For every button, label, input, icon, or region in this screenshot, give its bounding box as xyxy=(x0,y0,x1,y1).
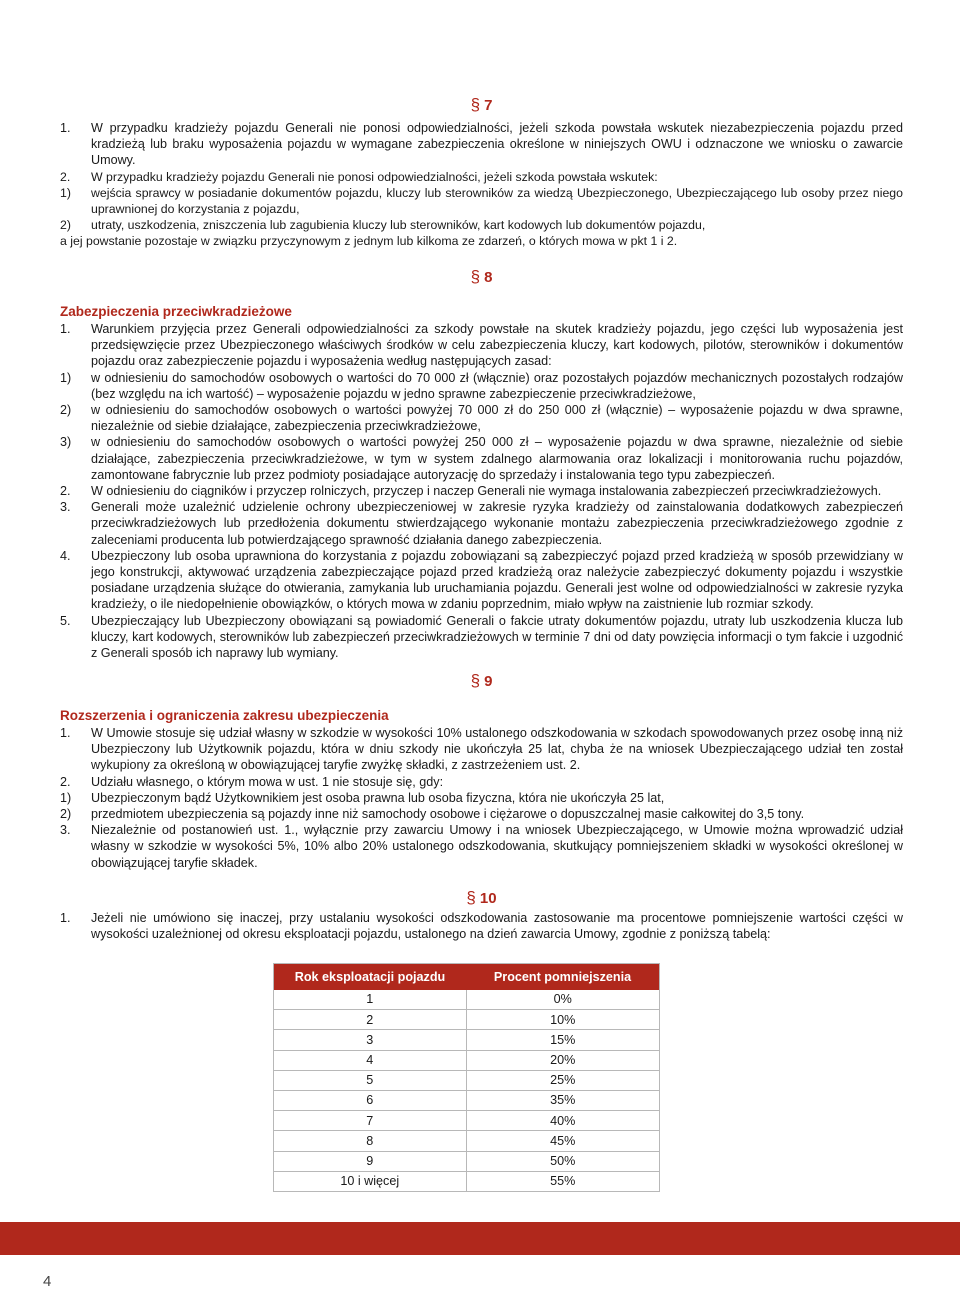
section-number: 7 xyxy=(484,97,493,114)
section-9-heading xyxy=(60,673,903,690)
paragraph-sign: § xyxy=(470,95,481,114)
list-item: 3. Niezależnie od postanowień ust. 1., wyłącznie przy zawarciu Umowy i na wniosek Ubezpieczającego, w Umowie można wprowadzić udział własny w szkodzie w wysokości 5%, 10% albo 20% ustalonego odszkodowania, skutkujący pomniejszeniem składki w wysokości określonej w obowiązującej taryfie składek. xyxy=(60,823,903,870)
list-item: 2. Udziału własnego, o którym mowa w ust. 1 nie stosuje się, gdy: 1) Ubezpieczonym bądź Użytkownikiem jest osoba prawna lub osoba fizyczna, która nie ukończyła 25 lat, 2) przedmiotem ubezpieczenia są pojazdy inne niż samochody osobowe i ciężarowe o dopuszczalnej masie całkowitej do 3,5 tony. xyxy=(60,774,903,823)
sub-item: 1) w odniesieniu do samochodów osobowych o wartości do 70 000 zł (włącznie) oraz pozostałych pojazdów mechanicznych pozostałych rodzajów (bez względu na ich wartość) – wyposażenie pojazdu w jedno sprawne zabezpieczenie przeciwkradzieżowe, xyxy=(60,370,903,401)
table-row: 9 50% xyxy=(274,1151,660,1171)
sub-item: 2) przedmiotem ubezpieczenia są pojazdy inne niż samochody osobowe i ciężarowe o dopuszczalnej masie całkowitej do 3,5 tony. xyxy=(60,807,805,822)
list-item: 1. Warunkiem przyjęcia przez Generali odpowiedzialności za szkody powstałe na skutek kradzieży pojazdu, jego części lub wyposażenia jest przedsięwzięcie przez Ubezpieczonego właściwych środków w celu zabezpieczenia kluczy, kart kodowych, pilotów, sterowników i dokumentów pojazdu oraz zabezpieczenie pojazdu i wyposażenia według następujących zasad: 1) w odniesieniu do samochodów osobowych o wartości do 70 000 zł (włącznie) oraz pozostałych pojazdów mechanicznych pozostałych rodzajów (bez względu na ich wartość) – wyposażenie pojazdu w jedno sprawne zabezpieczenie przeciwkradzieżowe, 2) w odniesieniu do samochodów osobowych o wartości powyżej 70 000 zł do 250 000 zł (włącznie) – wyposażenie pojazdu w dwa sprawne, niezależnie od siebie działające, zabezpieczenia przeciwkradzieżowe, 3) w odniesieniu do samochodów osobowych o wartości powyżej 250 000 zł – wyposażenie pojazdu w dwa sprawne, niezależnie od siebie działające, zabezpieczenia przeciwkradzieżowe, w tym w system zdalnego alarmowania oraz lokalizacji i monitorowania ruchu pojazdów, zamontowane fabrycznie lub przez podmioty posiadające autoryzację do sprzedaży i instalowania tego typu zabezpieczeń. xyxy=(60,322,903,482)
section-8-heading xyxy=(60,269,903,286)
list-item: 5. Ubezpieczający lub Ubezpieczony obowiązani są powiadomić Generali o fakcie utraty dokumentów pojazdu, utraty lub uszkodzenia klucza lub kluczy, kart kodowych, sterowników lub zabezpieczeń przeciwkradzieżowych w terminie 7 dni od daty powzięcia informacji o tym fakcie i uzgodnić z Generali sposób ich naprawy lub wymiany. xyxy=(60,613,903,661)
list-item: 1. W Umowie stosuje się udział własny w szkodzie w wysokości 10% ustalonego odszkodowania w szkodach spowodowanych przez osobę inną niż Ubezpieczony lub Użytkownik pojazdu, która w dniu szkody nie ukończyła 25 lat, chyba że na wniosek Ubezpieczającego udział ten został wykupiony za określoną w obowiązującej taryfie zwyżkę składki, z zastrzeżeniem ust. 2. xyxy=(60,726,903,773)
section-number: 8 xyxy=(484,269,493,286)
sub-item: 3) w odniesieniu do samochodów osobowych o wartości powyżej 250 000 zł – wyposażenie pojazdu w dwa sprawne, niezależnie od siebie działające, zabezpieczenia przeciwkradzieżowe, w tym w system zdalnego alarmowania oraz lokalizacji i monitorowania ruchu pojazdów, zamontowane fabrycznie lub przez podmioty posiadające autoryzację do sprzedaży i instalowania tego typu zabezpieczeń. xyxy=(60,435,903,482)
table-row: 3 15% xyxy=(274,1030,660,1050)
section-8-body xyxy=(60,321,903,661)
section-9-title: Rozszerzenia i ograniczenia zakresu ubezpieczenia xyxy=(60,708,389,723)
table-row: 4 20% xyxy=(274,1050,660,1070)
paragraph-sign: § xyxy=(466,888,476,907)
depreciation-table xyxy=(273,963,660,1192)
section-7-heading xyxy=(60,97,903,114)
table-row: 6 35% xyxy=(274,1090,660,1110)
list-item: 1. W przypadku kradzieży pojazdu Generali nie ponosi odpowiedzialności, jeżeli szkoda powstała wskutek niezabezpieczenia pojazdu przed kradzieżą lub braku wyposażenia pojazdu w wymagane zabezpieczenia określone w niniejszych OWU i odznaczone we wniosku o zawarcie Umowy. xyxy=(60,121,903,168)
list-item: 2. W przypadku kradzieży pojazdu Generali nie ponosi odpowiedzialności, jeżeli szkoda powstała wskutek: 1) wejścia sprawcy w posiadanie dokumentów pojazdu, kluczy lub sterowników za wiedzą Ubezpieczonego, Ubezpieczającego lub osoby przez niego uprawnionej do korzystania z pojazdu, 2) utraty, uszkodzenia, zniszczenia lub zagubienia kluczy lub sterowników, kart kodowych lub dokumentów pojazdu, a jej powstanie pozostaje w związku przyczynowym z jednym lub kilkoma ze zdarzeń, o których mowa w pkt 1 i 2. xyxy=(60,169,903,249)
table-row: 5 25% xyxy=(274,1070,660,1090)
page-number: 4 xyxy=(43,1273,52,1290)
table-row: 8 45% xyxy=(274,1131,660,1151)
section-number: 9 xyxy=(484,673,493,690)
list-item: 4. Ubezpieczony lub osoba uprawniona do korzystania z pojazdu zobowiązani są zabezpieczyć pojazd przed kradzieżą w sposób przewidziany w jego konstrukcji, aktywować urządzenia zabezpieczające pojazd przed kradzieżą oraz należycie zabezpieczyć dokumenty pojazdu i wszystkie posiadane urządzenia służące do otwierania, zamykania lub uruchamiania pojazdu. Generali jest wolne od odpowiedzialności w zakresie ryzyka kradzieży, o ile niedopełnienie obowiązków, o których mowa w zdaniu poprzednim, miało wpływ na zaistnienie lub rozmiar szkody. xyxy=(60,548,903,612)
sub-item: 2) w odniesieniu do samochodów osobowych o wartości powyżej 70 000 zł do 250 000 zł (włącznie) – wyposażenie pojazdu w dwa sprawne, niezależnie od siebie działające, zabezpieczenia przeciwkradzieżowe, xyxy=(60,403,903,434)
section-9-body xyxy=(60,725,903,871)
section-8-title: Zabezpieczenia przeciwkradzieżowe xyxy=(60,304,292,319)
section-10-heading xyxy=(60,890,903,907)
list-item: 1. Jeżeli nie umówiono się inaczej, przy ustalaniu wysokości odszkodowania zastosowanie ma procentowe pomniejszenie wartości części w wysokości uzależnionej od okresu eksploatacji pojazdu, ustalonego na dzień zawarcia Umowy, zgodnie z poniższą tabelą: xyxy=(60,911,903,942)
table-row: 7 40% xyxy=(274,1111,660,1131)
section-7-body xyxy=(60,120,903,250)
section-10-body xyxy=(60,910,903,942)
paragraph-sign: § xyxy=(470,671,481,690)
table-row: 2 10% xyxy=(274,1010,660,1030)
footer-bar xyxy=(0,1222,960,1255)
table-row: 1 0% xyxy=(274,990,660,1010)
list-item: 3. Generali może uzależnić udzielenie ochrony ubezpieczeniowej w zakresie ryzyka kradzieży od zainstalowania dodatkowych zabezpieczeń przeciwkradzieżowych lub przedłożenia dokumentu stwierdzającego wykonanie montażu zabezpieczenia przeciwkradzieżowego zgodnie z zaleceniami producenta lub potwierdzającego sprawność działania danego zabezpieczenia. xyxy=(60,500,903,547)
list-item: 2. W odniesieniu do ciągników i przyczep rolniczych, przyczep i naczep Generali nie wymaga instalowania zabezpieczeń przeciwkradzieżowych. xyxy=(60,484,882,499)
table-header-row xyxy=(274,964,660,991)
column-header-year: Rok eksploatacji pojazdu xyxy=(274,964,467,991)
table-row: 10 i więcej 55% xyxy=(274,1171,660,1191)
paragraph-sign: § xyxy=(470,267,481,286)
column-header-percent: Procent pomniejszenia xyxy=(466,964,660,991)
sub-item: 1) wejścia sprawcy w posiadanie dokumentów pojazdu, kluczy lub sterowników za wiedzą Ubezpieczonego, Ubezpieczającego lub osoby przez niego uprawnionej do korzystania z pojazdu, xyxy=(60,185,903,217)
section-number: 10 xyxy=(479,890,497,907)
sub-item: 2) utraty, uszkodzenia, zniszczenia lub zagubienia kluczy lub sterowników, kart kodowych lub dokumentów pojazdu, xyxy=(60,218,706,233)
sub-item: 1) Ubezpieczonym bądź Użytkownikiem jest osoba prawna lub osoba fizyczna, która nie ukończyła 25 lat, xyxy=(60,790,665,805)
